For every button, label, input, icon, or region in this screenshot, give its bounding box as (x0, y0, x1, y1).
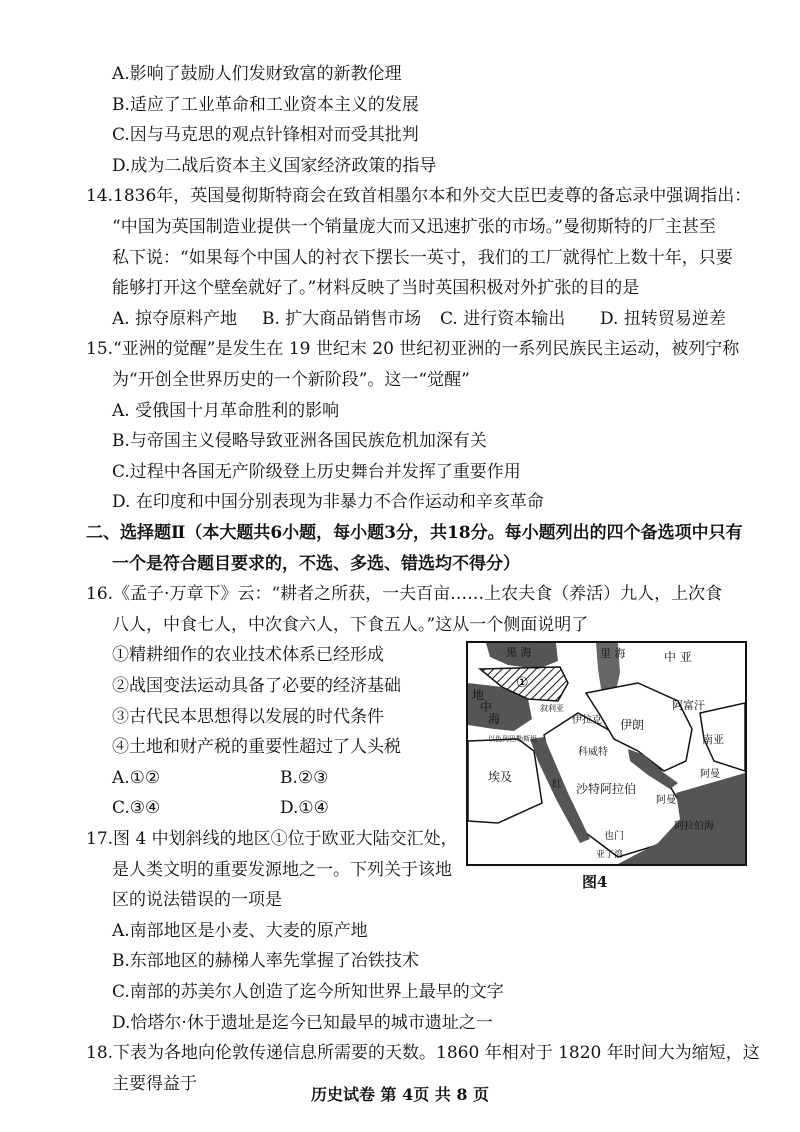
q15-option-c: C.过程中各国无产阶级登上历史舞台并发挥了重要作用 (112, 461, 521, 482)
q16-option-c: C.③④ (112, 798, 161, 819)
map-label-oman: 阿曼 (700, 769, 720, 780)
q16-stem-line: 八人，中食七人，中次食六人，下食五人。”这从一个侧面说明了 (112, 614, 589, 635)
page-footer: 历史试卷 第 4页 共 8 页 (310, 1085, 490, 1104)
q18-stem-line: 主要得益于 (112, 1073, 197, 1094)
q16-item: ③古代民本思想得以发展的时代条件 (112, 706, 384, 727)
q16-option-d: D.①④ (280, 798, 329, 819)
q13-option-c: C.因与马克思的观点针锋相对而受其批判 (112, 125, 419, 146)
q16-item: ②战国变法运动具备了必要的经济基础 (112, 676, 401, 696)
map-label-gulf-aden: 亚丁湾 (596, 850, 624, 860)
q17-option-c: C.南部的苏美尔人创造了迄今所知世界上最早的文字 (112, 982, 504, 1002)
map-caption: 图4 (582, 873, 608, 891)
q14-stem-line: 14.1836年，英国曼彻斯特商会在致首相墨尔本和外交大臣巴麦尊的备忘录中强调指出： (86, 186, 752, 207)
map-label-israel-palestine: 以色列巴勒斯坦 (488, 735, 537, 743)
middle-east-map (466, 641, 747, 866)
q14-stem-line: 能够打开这个壁垒就好了。”材料反映了当时英国积极对外扩张的目的是 (112, 278, 640, 299)
map-label-mediterranean: 海 (488, 712, 501, 726)
map-label-syria: 叙利亚 (540, 704, 564, 713)
q14-option-c: C. 进行资本输出 (440, 308, 566, 329)
q15-stem-line: 15.“亚洲的觉醒”是发生在 19 世纪末 20 世纪初亚洲的一系列民族民主运动，被列宁称 (86, 339, 740, 360)
q14-option-a: A. 掠夺原料产地 (112, 308, 238, 329)
q16-item: ①精耕细作的农业技术体系已经形成 (112, 645, 384, 666)
map-label-south-asia: 南亚 (702, 733, 724, 746)
q18-stem-line: 18.下表为各地向伦敦传递信息所需要的天数。1860 年相对于 1820 年时间大为缩短，这 (86, 1043, 760, 1064)
q17-stem-line: 17.图 4 中划斜线的地区①位于欧亚大陆交汇处， (86, 829, 458, 849)
q17-stem-line: 区的说法错误的一项是 (112, 890, 282, 911)
q17-option-d: D.恰塔尔·休于遗址是迄今已知最早的城市遗址之一 (112, 1012, 493, 1033)
map-label-kuwait: 科威特 (578, 747, 608, 758)
map-label-mediterranean: 中 (480, 700, 493, 714)
map-label-iran: 伊朗 (620, 718, 645, 732)
map-label-central-asia: 中 亚 (664, 650, 692, 664)
q16-item: ④土地和财产税的重要性超过了人头税 (112, 737, 401, 758)
q14-stem-line: “中国为英国制造业提供一个销量庞大而又迅速扩张的市场。”曼彻斯特的厂主甚至 (112, 217, 716, 237)
section-heading: 二、选择题Ⅱ（本大题共6小题，每小题3分，共18分。每小题列出的四个备选项中只有 (86, 523, 743, 543)
q13-option-b: B.适应了工业革命和工业资本主义的发展 (112, 94, 419, 115)
section-heading: 一个是符合题目要求的，不选、多选、错选均不得分） (112, 553, 520, 574)
map-label-red-sea: 红 (552, 779, 562, 790)
map-label-black-sea: 黑 海 (506, 646, 532, 659)
q14-option-d: D. 扭转贸易逆差 (600, 308, 726, 329)
q14-option-b: B. 扩大商品销售市场 (262, 308, 422, 329)
q15-stem-line: 为“开创全世界历史的一个新阶段”。这一“觉醒” (112, 370, 470, 390)
q16-option-b: B.②③ (280, 767, 329, 788)
map-label-egypt: 埃及 (488, 770, 513, 784)
map-label-persian-gulf: 阿曼 (656, 795, 676, 806)
map-label-region-marker: ① (516, 675, 529, 691)
q14-stem-line: 私下说：“如果每个中国人的衬衣下摆长一英寸，我们的工厂就得忙上数十年，只要 (112, 247, 733, 268)
map-label-saudi: 沙特阿拉伯 (576, 782, 637, 796)
map-label-yemen: 也门 (604, 831, 624, 842)
q13-option-a: A.影响了鼓励人们发财致富的新教伦理 (112, 64, 402, 84)
q15-option-b: B.与帝国主义侵略导致亚洲各国民族危机加深有关 (112, 431, 487, 452)
map-label-mediterranean: 地 (472, 688, 485, 702)
map-svg (468, 643, 745, 864)
q15-option-d: D. 在印度和中国分别表现为非暴力不合作运动和辛亥革命 (112, 492, 544, 513)
map-label-afghanistan: 阿富汗 (672, 699, 705, 712)
q17-option-a: A.南部地区是小麦、大麦的原产地 (112, 920, 368, 941)
q13-option-d: D.成为二战后资本主义国家经济政策的指导 (112, 155, 437, 176)
q17-stem-line: 是人类文明的重要发源地之一。下列关于该地 (112, 859, 452, 880)
q16-stem-line: 16.《孟子·万章下》云：“耕者之所获，一夫百亩……上农夫食（养活）九人，上次食 (86, 584, 723, 605)
map-label-iraq: 伊拉克 (572, 715, 602, 726)
q16-option-a: A.①② (112, 767, 161, 788)
q17-option-b: B.东部地区的赫梯人率先掌握了冶铁技术 (112, 951, 419, 972)
map-label-arabian-sea: 阿拉伯海 (674, 821, 714, 832)
q15-option-a: A. 受俄国十月革命胜利的影响 (112, 400, 340, 421)
map-label-caspian: 里 海 (600, 647, 626, 660)
